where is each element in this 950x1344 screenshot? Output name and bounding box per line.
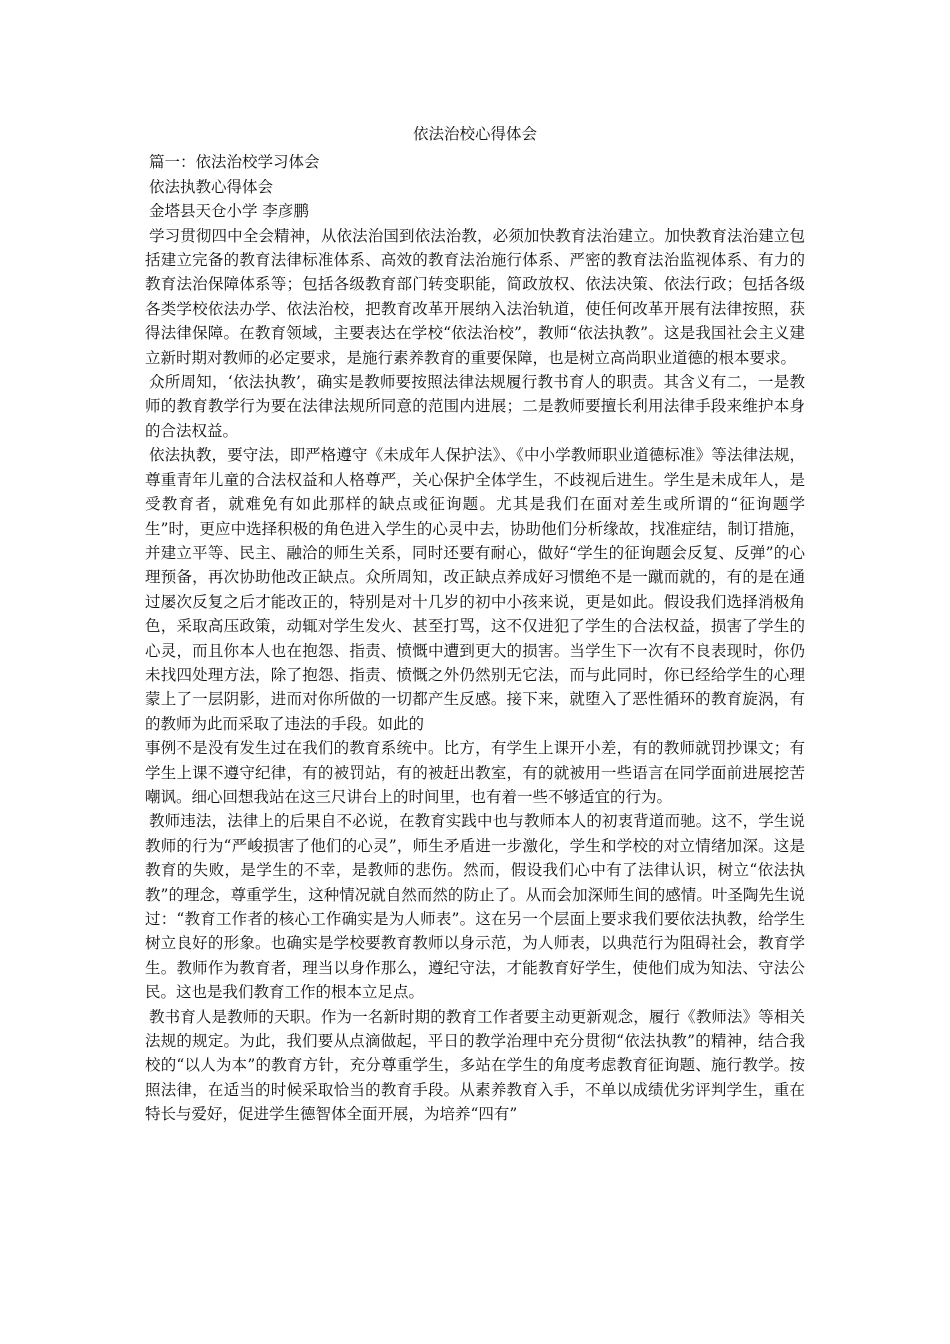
body-paragraph: 众所周知，‘依法执教’，确实是教师要按照法律法规履行教书育人的职责。其含义有二，一是教师的教育教学行为要在法律法规所同意的范围内进展；二是教师要擅长利用法律手段来维护本身的合法权益。: [145, 373, 805, 440]
body-paragraph: 依法执教，要守法，即严格遵守《未成年人保护法》、《中小学教师职业道德标准》等法律法规，尊重青年儿童的合法权益和人格尊严，关心保护全体学生，不歧视后进生。学生是未成年人，是受教育者，就难免有如此那样的缺点或征询题。尤其是我们在面对差生或所谓的“征询题学生”时，更应中选择积极的角色进入学生的心灵中去，协助他们分析缘故，找准症结，制订措施，并建立平等、民主、融洽的师生关系，同时还要有耐心，做好“学生的征询题会反复、反弹”的心理预备，再次协助他改正缺点。众所周知，改正缺点养成好习惯绝不是一蹴而就的，有的是在通过屡次反复之后才能改正的，特别是对十几岁的初中小孩来说，更是如此。假设我们选择消极角色，采取高压政策，动辄对学生发火、甚至打骂，这不仅进犯了学生的合法权益，损害了学生的心灵，而且你本人也在抱怨、指责、愤慨中遭到更大的损害。当学生下一次有不良表现时，你仍未找四处理方法，除了抱怨、指责、愤慨之外仍然别无它法，而与此同时，你已经给学生的心理蒙上了一层阴影，进而对你所做的一切都产生反感。接下来，就堕入了恶性循环的教育旋涡，有的教师为此而采取了违法的手段。如此的: [145, 446, 805, 733]
article-title: 依法执教心得体会: [149, 177, 274, 196]
body-paragraph: 教师违法，法律上的后果自不必说，在教育实践中也与教师本人的初衷背道而驰。这不，学生说教师的行为“严峻损害了他们的心灵”，师生矛盾进一步激化，学生和学校的对立情绪加深。这是教育的失败，是学生的不幸，是教师的悲伤。然而，假设我们心中有了法律认识，树立“依法执教”的理念，尊重学生，这种情况就自然而然的防止了。从而会加深师生间的感情。叶圣陶先生说过：“教育工作者的核心工作确实是为人师表”。这在另一个层面上要求我们要依法执教，给学生树立良好的形象。也确实是学校要教育教师以身示范，为人师表，以典范行为阻碍社会，教育学生。教师作为教育者，理当以身作那么，遵纪守法，才能教育好学生，使他们成为知法、守法公民。这也是我们教育工作的根本立足点。: [145, 812, 805, 1002]
author-line: 金塔县天仓小学 李彦鹏: [149, 202, 309, 221]
body-paragraph: 学习贯彻四中全会精神，从依法治国到依法治教，必须加快教育法治建立。加快教育法治建立包括建立完备的教育法律标准体系、高效的教育法治施行体系、严密的教育法治监视体系、有力的教育法治保障体系等；包括各级教育部门转变职能，简政放权、依法决策、依法行政；包括各级各类学校依法办学、依法治校，把教育改革开展纳入法治轨道，使任何改革开展有法律按照，获得法律保障。在教育领域，主要表达在学校“依法治校”，教师“依法执教”。这是我国社会主义建立新时期对教师的必定要求，是施行素养教育的重要保障，也是树立高尚职业道德的根本要求。: [145, 226, 805, 367]
body-paragraph: 教书育人是教师的天职。作为一名新时期的教育工作者要主动更新观念，履行《教师法》等相关法规的规定。为此，我们要从点滴做起，平日的教学治理中充分贯彻“依法执教”的精神，结合我校的“以人为本”的教育方针，充分尊重学生，多站在学生的角度考虑教育征询题、施行教学。按照法律，在适当的时候采取恰当的教育手段。从素养教育入手，不单以成绩优劣评判学生，重在特长与爱好，促进学生德智体全面开展，为培养“四有”: [145, 1007, 805, 1124]
section-heading: 篇一：依法治校学习体会: [149, 153, 320, 172]
body-paragraph: 事例不是没有发生过在我们的教育系统中。比方，有学生上课开小差，有的教师就罚抄课文；有学生上课不遵守纪律，有的被罚站，有的被赶出教室，有的就被用一些语言在同学面前进展挖苦嘲讽。细心回想我站在这三尺讲台上的时间里，也有着一些不够适宜的行为。: [145, 739, 805, 806]
document-body: [145, 122, 805, 1127]
document-title: 依法治校心得体会: [412, 125, 537, 143]
